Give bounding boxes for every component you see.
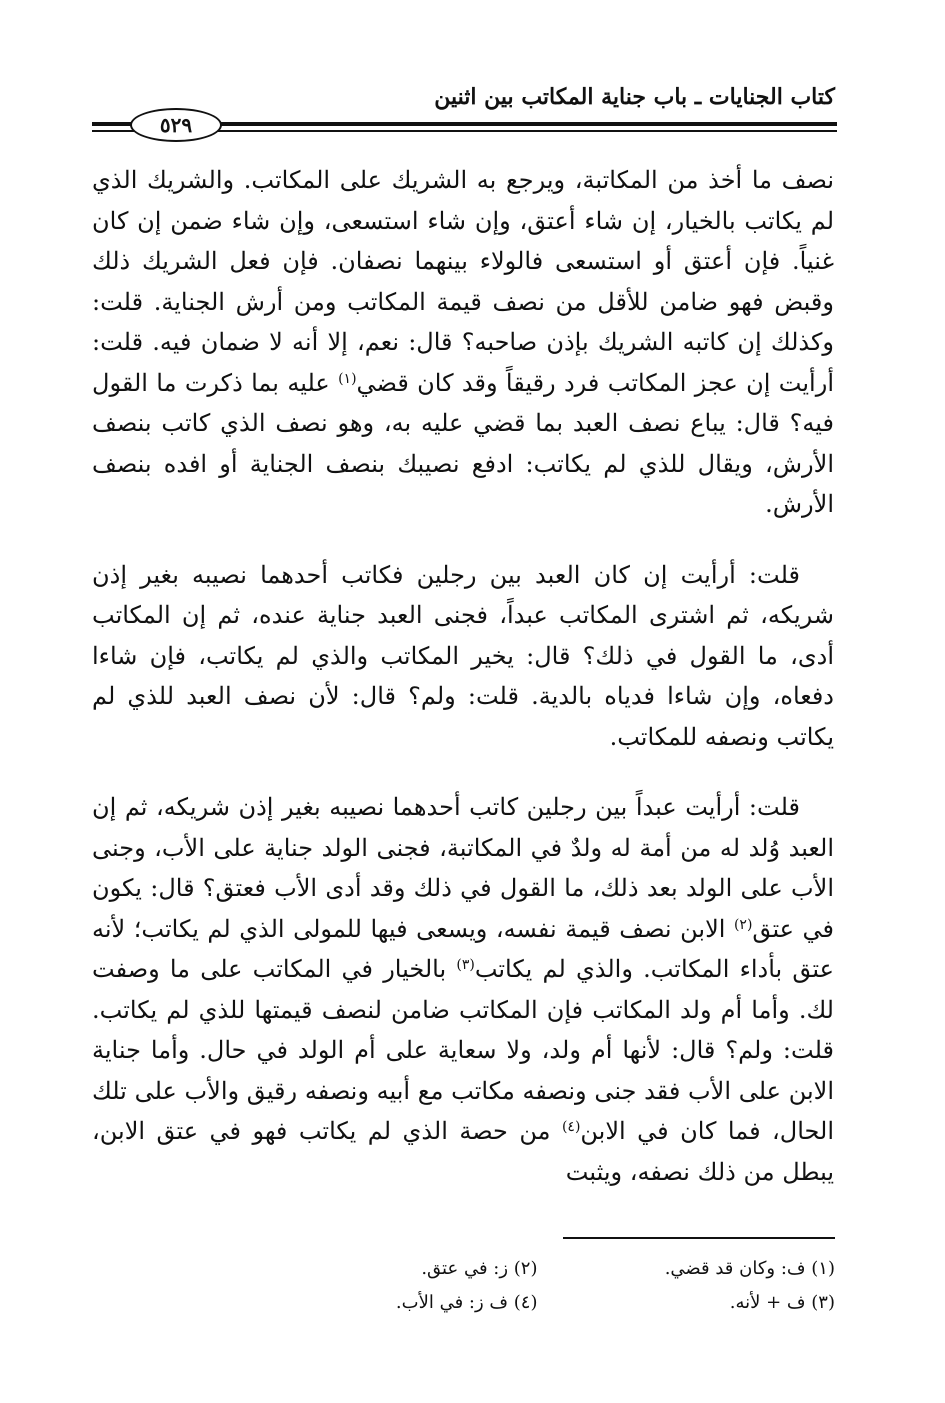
running-title: كتاب الجنايات ـ باب جناية المكاتب بين اثنين bbox=[434, 84, 835, 110]
footnote-ref-2: (٢) bbox=[733, 916, 753, 933]
paragraph-2: قلت: أرأيت إن كان العبد بين رجلين فكاتب أحدهما نصيبه بغير إذن شريكه، ثم اشترى المكاتب عبداً، فجنى العبد جناية عنده، ثم إن المكاتب أدى، ما القول في ذلك؟ قال: يخير المكاتب والذي لم يكاتب، فإن شاءا دفعاه، وإن شاءا فدياه بالدية. قلت: ولم؟ قال: لأن نصف العبد للذي لم يكاتب ونصفه للمكاتب. bbox=[92, 560, 834, 751]
page-number-badge bbox=[130, 108, 222, 142]
footnotes bbox=[240, 1252, 835, 1320]
footnote-3: (٣) ف + لأنه. bbox=[729, 1292, 835, 1313]
footnote-ref-4: (٤) bbox=[561, 1119, 581, 1135]
page-number: ٥٢٩ bbox=[159, 113, 193, 137]
footnote-ref-3: (٣) bbox=[456, 957, 475, 973]
body-text bbox=[92, 160, 834, 1192]
footnote-1: (١) ف: وكان قد قضي. bbox=[664, 1258, 835, 1279]
footnote-rule bbox=[563, 1237, 835, 1239]
paragraph-1: نصف ما أخذ من المكاتبة، ويرجع به الشريك على المكاتب. والشريك الذي لم يكاتب بالخيار، إن شاء أعتق، وإن شاء استسعى، وإن شاء ضمن إن كان غنياً. فإن أعتق أو استسعى فالولاء بينهما نصفان. فإن فعل الشريك ذلك وقبض فهو ضامن للأقل من نصف قيمة المكاتب ومن أرش الجناية. قلت: وكذلك إن كاتبه الشريك بإذن صاحبه؟ قال: نعم، إلا أنه لا ضمان فيه. قلت: أرأيت إن عجز المكاتب فرد رقيقاً وقد كان قضي$^{(١)}$ عليه بما ذكرت ما القول فيه؟ قال: يباع نصف العبد بما قضي عليه به، وهو نصف الذي كاتب بنصف الأرش، ويقال للذي لم يكاتب: ادفع نصيبك بنصف الجناية أو افده بنصف الأرش. bbox=[92, 166, 835, 518]
footnote-4: (٤) ف ز: في الأب. bbox=[395, 1292, 538, 1313]
paragraph-3: قلت: أرأيت عبداً بين رجلين كاتب أحدهما نصيبه بغير إذن شريكه، ثم إن العبد وُلد له من أمة له ولدٌ في المكاتبة، فجنى الولد جناية على الأب، وجنى الأب على الولد بعد ذلك، ما القول في ذلك وقد أدى الأب فعتق؟ قال: يكون في عتق$^{(٢)}$ الابن نصف قيمة نفسه، ويسعى فيها للمولى الذي لم يكاتب؛ لأنه عتق بأداء المكاتب. والذي لم يكاتب$^{(٣)}$ بالخيار في المكاتب على ما وصفت لك. وأما أم ولد المكاتب فإن المكاتب ضامن لنصف قيمتها للذي لم يكاتب. قلت: ولم؟ قال: لأنها أم ولد، ولا سعاية على أم الولد في حال. وأما جناية الابن على الأب فقد جنى ونصفه مكاتب مع أبيه ونصفه رقيق والأب على تلك الحال، فما كان في الابن$^{(٤)}$ من حصة الذي لم يكاتب فهو في عتق الابن، يبطل من ذلك نصفه، ويثبت bbox=[92, 793, 835, 1186]
footnote-ref-1: (١) bbox=[338, 370, 357, 387]
footnote-2: (٢) ز: في عتق. bbox=[421, 1258, 538, 1279]
